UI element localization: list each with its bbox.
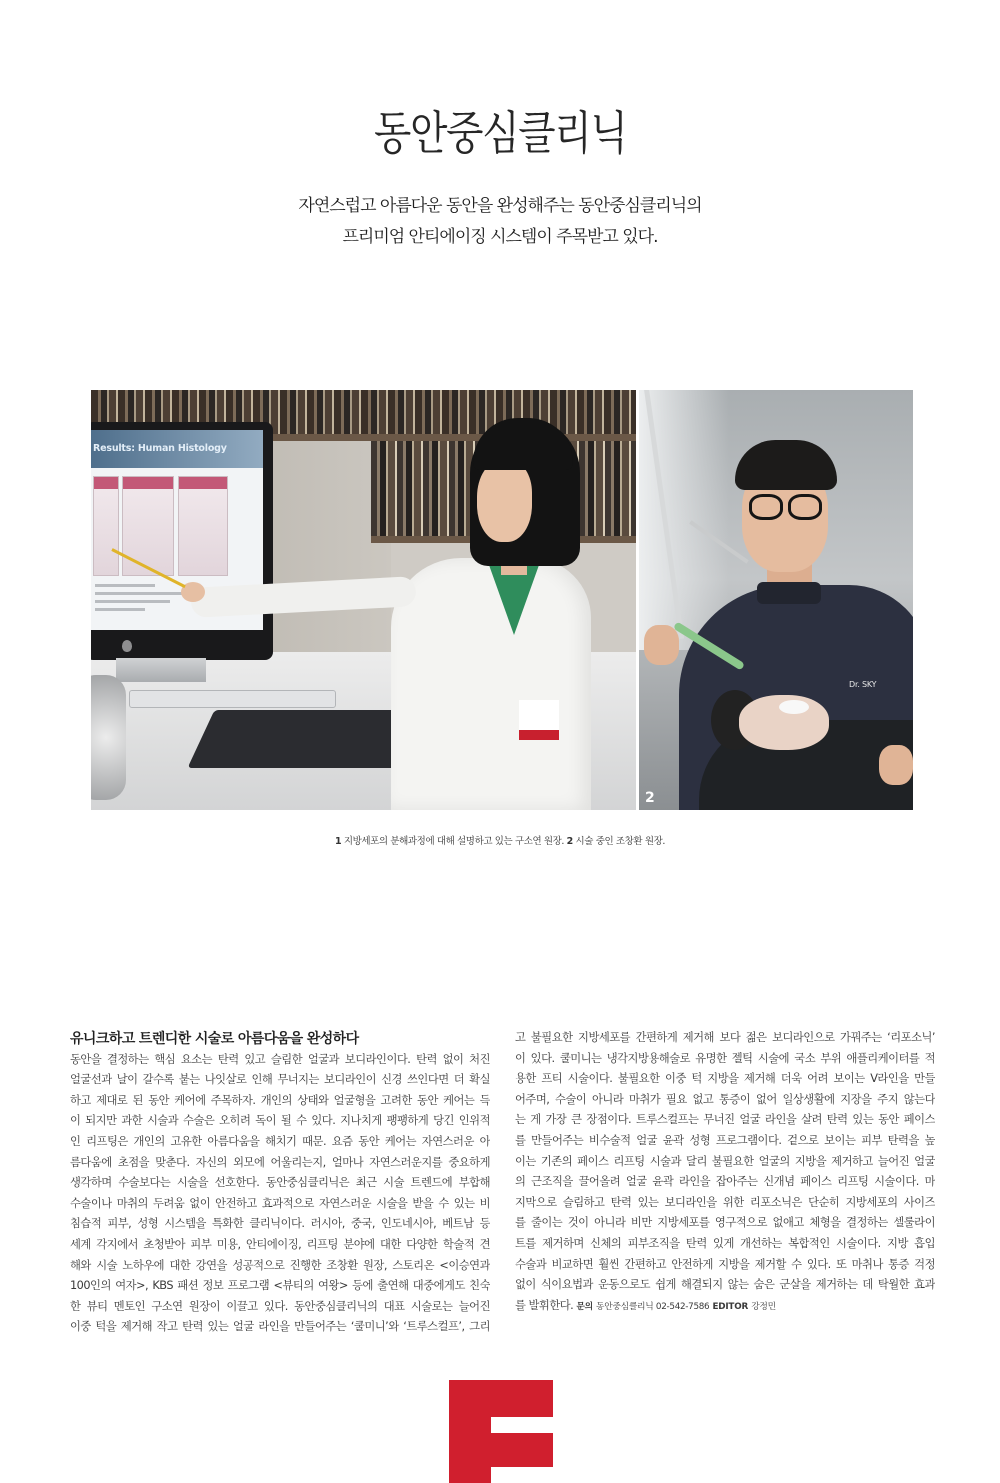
caption-text-1: 지방세포의 분해과정에 대해 설명하고 있는 구소연 원장. (343, 836, 565, 847)
e-logo (449, 1380, 553, 1483)
keyboard (129, 690, 336, 708)
body-line: 100인의 여자>, KBS 패션 정보 프로그램 <뷰티의 여왕> 등에 출연해 대중에게도 친숙 (70, 1279, 490, 1293)
screen-text-line (95, 600, 170, 603)
histology-image (122, 476, 174, 576)
article-column-right (515, 1028, 935, 1316)
subtitle (0, 191, 1000, 253)
doctor-white-coat (391, 558, 591, 810)
uniform-logo-text: Dr. SKY (849, 680, 877, 689)
inquiry-contact: 동안중심클리닉 02-542-7586 (596, 1301, 710, 1312)
body-line: 름다움에 초점을 맞춘다. 자신의 외모에 어울리는지, 얼마나 자연스러운지를 중요하게 (70, 1155, 490, 1169)
subtitle-line-2: 프리미엄 안티에이징 시스템이 주목받고 있다. (342, 227, 658, 247)
body-line: 한 뷰티 멘토인 구소연 원장이 이끌고 있다. 동안중심클리닉의 대표 시술로는 늘어진 (70, 1299, 490, 1313)
body-line: 이 있다. 쿨미니는 냉각지방용해술로 유명한 젤틱 시술에 국소 부위 애플리케이터를 적 (515, 1051, 935, 1065)
monitor (91, 422, 273, 660)
photo-caption (0, 835, 1000, 849)
article-column-left (70, 1029, 490, 1338)
body-line: 동안을 결정하는 핵심 요소는 탄력 있고 슬림한 얼굴과 보디라인이다. 탄력 없이 처진 (70, 1052, 490, 1066)
editor-label: EDITOR (712, 1301, 749, 1312)
photo-spread (91, 390, 913, 810)
histology-image (93, 476, 119, 576)
body-line: 인 리프팅은 개인의 고유한 아름다움을 해치기 때문. 요즘 동안 케어는 자연스러운 아 (70, 1134, 490, 1148)
body-line: 침습적 피부, 성형 시스템을 특화한 클리닉이다. 러시아, 중국, 인도네시아, 베트남 등 (70, 1217, 490, 1231)
closing-text: 를 발휘한다. (515, 1298, 574, 1312)
screen-text-line (95, 592, 185, 595)
eye-pad (779, 700, 809, 714)
body-line: 고 불필요한 지방세포를 간편하게 제거해 보다 젊은 보디라인으로 가꿔주는 ‘리포소닉’ (515, 1031, 935, 1044)
page-title (0, 100, 1000, 166)
body-line: 를 줄이는 것이 아니라 비만 지방세포를 영구적으로 없애고 체형을 결정하는 셀룰라이 (515, 1216, 935, 1230)
monitor-stand (116, 658, 206, 682)
body-line: 하고 제대로 된 동안 케어에 주목하자. 개인의 상태와 얼굴형을 고려한 동안 케어는 득 (70, 1093, 490, 1107)
e-logo-top-bar (449, 1380, 553, 1417)
body-line: 수술이나 마취의 두려움 없이 안전하고 효과적으로 자연스러운 시술을 받을 수 있는 비 (70, 1196, 490, 1210)
doctor-hand (644, 625, 679, 665)
doctor-face (477, 460, 532, 542)
article-heading: 유니크하고 트렌디한 시술로 아름다움을 완성하다 (70, 1031, 359, 1047)
caption-number-1: 1 (334, 836, 342, 847)
speaker (91, 675, 126, 800)
apple-logo-icon (122, 640, 132, 652)
body-line: 없이 식이요법과 운동으로도 쉽게 해결되지 않는 숨은 군살을 제거하는 데 탁월한 효과 (515, 1278, 935, 1292)
editor-name: 강정민 (751, 1301, 776, 1312)
body-line: 세계 각지에서 초청받아 피부 미용, 안티에이징, 리프팅 분야에 대한 다양한 학술적 견 (70, 1237, 490, 1251)
body-line: 를 만들어주는 비수술적 얼굴 윤곽 성형 프로그램이다. 겉으로 보이는 피부 탄력을 높 (515, 1133, 935, 1147)
body-line: 수술과 비교하면 훨씬 간편하고 안전하게 지방을 제거할 수 있다. 또 마취나 통증 걱정 (515, 1257, 935, 1271)
screen-title: Results: Human Histology (93, 443, 227, 454)
body-line: 의 근조직을 끌어올려 얼굴 윤곽 라인을 잡아주는 신개념 페이스 리프팅 시술이다. 마 (515, 1175, 935, 1189)
uniform-collar (757, 582, 821, 604)
body-line: 이는 기존의 페이스 리프팅 시술과 달리 불필요한 얼굴의 지방을 제거하고 늘어진 얼굴 (515, 1154, 935, 1168)
inquiry-label: 문의 (576, 1301, 593, 1312)
photo-number: 2 (645, 790, 655, 806)
body-line: 이 되지만 과한 시술과 수술은 오히려 독이 될 수 있다. 지나치게 팽팽하게 당긴 인위적 (70, 1114, 490, 1128)
closing-line (515, 1296, 935, 1317)
caption-text-2: 시술 중인 조창환 원장. (575, 836, 665, 847)
screen-text-line (95, 608, 145, 611)
page-title-text: 동안중심클리닉 (373, 106, 627, 160)
doctor-hair (735, 440, 837, 490)
body-line: 해와 시술 노하우에 대한 강연을 성공적으로 진행한 조창환 원장, 스토리온 <이승연과 (70, 1258, 490, 1272)
photo-doctor-explaining (91, 390, 636, 810)
doctor-right-hand (879, 745, 913, 785)
body-line: 생각하며 수술보다는 시술을 선호한다. 동안중심클리닉은 최근 시술 트렌드에 부합해 (70, 1176, 490, 1190)
body-line: 용한 프티 시술이다. 불필요한 이중 턱 지방을 제거해 더욱 어려 보이는 V라인을 만들 (515, 1072, 935, 1086)
caption-number-2: 2 (566, 836, 573, 847)
body-line: 이중 턱을 제거해 작고 탄력 있는 얼굴 라인을 만들어주는 ‘쿨미니’와 ‘트루스컬프’, 그리 (70, 1320, 490, 1334)
subtitle-line-1: 자연스럽고 아름다운 동안을 완성해주는 동안중심클리닉의 (298, 196, 702, 216)
histology-image (178, 476, 228, 576)
photo-doctor-treating (639, 390, 913, 810)
body-line: 지막으로 슬림하고 탄력 있는 보디라인을 위한 리포소닉은 단순히 지방세포의 사이즈 (515, 1195, 935, 1209)
glasses-lens (788, 494, 822, 520)
screen-text-line (95, 584, 155, 587)
body-line: 어주며, 수술이 아니라 마취가 필요 없고 통증이 없어 일상생활에 지장을 주지 않는다 (515, 1092, 935, 1106)
name-badge (519, 700, 559, 740)
e-logo-middle-bar (449, 1433, 553, 1467)
body-line: 트를 제거하며 신체의 피부조직을 탄력 있게 개선하는 복합적인 시술이다. 지방 흡입 (515, 1236, 935, 1250)
glasses-lens (749, 494, 783, 520)
body-line: 는 게 가장 큰 장점이다. 트루스컬프는 무너진 얼굴 라인을 살려 탄력 있는 동안 페이스 (515, 1113, 935, 1127)
body-line: 얼굴선과 날이 갈수록 붙는 나잇살로 인해 무너지는 보디라인이 신경 쓰인다면 더 확실 (70, 1073, 490, 1087)
